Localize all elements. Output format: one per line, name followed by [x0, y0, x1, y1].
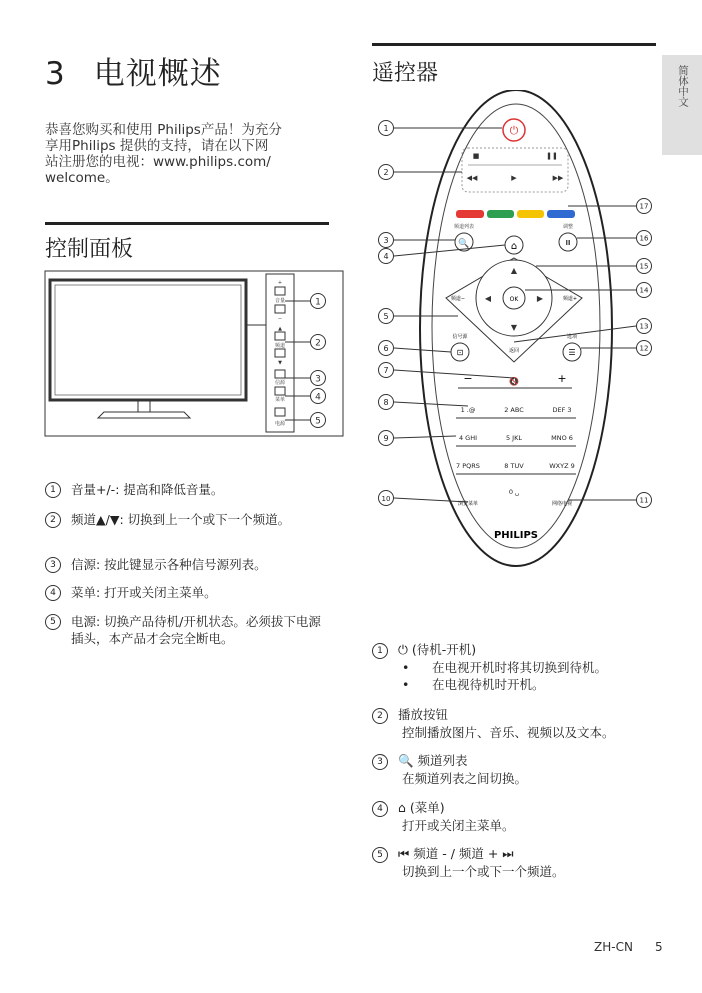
callout-number: 3: [383, 236, 389, 245]
page-footer: [594, 940, 663, 954]
remote-control-diagram: [372, 90, 662, 590]
chapter-title: [45, 48, 222, 93]
callout-number: 13: [639, 322, 649, 331]
channel-list-label: 频道列表: [453, 224, 475, 230]
callout-number: 10: [381, 495, 391, 503]
callout-number: 6: [383, 344, 389, 353]
key-5[interactable]: 5 JKL: [505, 434, 523, 442]
nav-right-icon: ▶: [536, 294, 544, 303]
item-desc: 切换到上一个或下一个频道。: [402, 863, 565, 879]
panel-label-source: 信源: [274, 380, 286, 386]
next-icon: ⏭: [498, 846, 514, 861]
item-number: 1: [372, 643, 388, 659]
callout-number: 16: [639, 234, 649, 243]
adjust-label: 调整: [562, 224, 574, 230]
intro-line: 享用Philips 提供的支持，请在以下网: [45, 138, 269, 154]
key-4[interactable]: 4 GHI: [458, 434, 478, 442]
item-title: ⏻ (待机-开机): [398, 642, 477, 657]
remote-item: [372, 706, 672, 741]
yellow-key[interactable]: [517, 210, 544, 218]
key-7[interactable]: 7 PQRS: [456, 462, 480, 470]
control-panel-heading: 控制面板: [45, 237, 134, 262]
home-icon: ⌂: [510, 241, 518, 252]
rewind-key[interactable]: ◀◀: [466, 174, 478, 182]
remote-item: [372, 845, 672, 880]
volume-down-key[interactable]: −: [463, 372, 473, 385]
callout-number: 14: [639, 286, 649, 295]
left-bottom-label: 浏览菜单: [457, 501, 479, 507]
tv-stand: [98, 412, 190, 418]
callout-number: 12: [639, 344, 649, 353]
callout-number: 4: [315, 392, 321, 403]
tv-screen: [50, 280, 246, 400]
panel-label-volume: 音量: [274, 298, 286, 304]
nav-up-icon: ▲: [510, 266, 518, 275]
key-1[interactable]: 1 .@: [460, 406, 476, 414]
blue-key[interactable]: [547, 210, 575, 218]
control-panel-item: [45, 584, 335, 601]
chapter-title-text: 电视概述: [93, 56, 222, 92]
item-title: 频道 - / 频道 +: [413, 846, 499, 861]
control-panel-item: [45, 481, 335, 498]
intro-line: 恭喜您购买和使用 Philips产品！为充分: [45, 122, 282, 138]
item-text: 信源: 按此键显示各种信号源列表。: [71, 557, 267, 572]
bullet-text: 在电视待机时开机。: [432, 676, 545, 692]
item-number: 5: [45, 614, 61, 630]
item-number: 4: [45, 585, 61, 601]
callout-number: 1: [315, 297, 321, 308]
volume-up-key[interactable]: +: [557, 372, 567, 385]
tv-control-panel-diagram: [44, 270, 344, 440]
right-bottom-label: 网络电视: [551, 501, 573, 507]
intro-line: 站注册您的电视：www.philips.com/: [45, 154, 271, 170]
power-icon: ⏻: [509, 124, 519, 137]
footer-language: ZH-CN: [594, 940, 633, 954]
item-text: 音量+/-: 提高和降低音量。: [71, 482, 224, 497]
item-text: 菜单: 打开或关闭主菜单。: [71, 585, 217, 600]
remote-item: [372, 641, 672, 693]
adjust-icon: Ⅲ: [565, 239, 571, 247]
callout-number: 15: [639, 262, 649, 271]
item-text: 电源: 切换产品待机/开机状态。必须拔下电源插头，本产品才会完全断电。: [71, 614, 321, 646]
panel-label-power: 电源: [274, 421, 286, 427]
control-panel-item: [45, 511, 335, 528]
search-icon: 🔍: [398, 753, 418, 768]
play-key[interactable]: ▶: [511, 174, 517, 182]
home-icon: ⌂: [398, 800, 410, 815]
callout-number: 4: [383, 252, 389, 261]
callout-number: 17: [639, 202, 649, 211]
search-icon: 🔍: [458, 239, 470, 249]
key-3[interactable]: DEF 3: [552, 406, 572, 414]
callout-number: 7: [383, 366, 389, 375]
red-key[interactable]: [456, 210, 484, 218]
stop-key[interactable]: ■: [472, 152, 480, 160]
key-0[interactable]: 0 ␣: [508, 488, 520, 496]
callout-number: 2: [315, 338, 321, 349]
key-9[interactable]: WXYZ 9: [549, 462, 575, 470]
section-rule: [372, 43, 656, 46]
item-number: 3: [372, 754, 388, 770]
remote-heading: 遥控器: [372, 61, 439, 86]
item-title: 播放按钮: [398, 707, 449, 722]
item-number: 3: [45, 557, 61, 573]
bullet-icon: •: [402, 676, 410, 692]
item-number: 2: [372, 708, 388, 724]
intro-paragraph: [45, 122, 315, 186]
key-2[interactable]: 2 ABC: [504, 406, 524, 414]
item-desc: 在频道列表之间切换。: [402, 770, 528, 786]
item-text: 频道▲/▼: 切换到上一个或下一个频道。: [71, 512, 291, 527]
remote-item: [372, 752, 672, 787]
key-6[interactable]: MNO 6: [551, 434, 573, 442]
panel-label-minus: −: [277, 316, 283, 322]
panel-label-up: ▲: [278, 326, 282, 332]
callout-number: 5: [383, 312, 389, 321]
channel-down-label: 频道−: [450, 296, 466, 302]
item-number: 5: [372, 847, 388, 863]
ok-label: OK: [509, 296, 519, 303]
control-panel-item: [45, 556, 335, 573]
language-side-tab: [662, 55, 702, 155]
item-number: 1: [45, 482, 61, 498]
options-label: 选项: [566, 334, 578, 340]
control-panel-item: [45, 613, 335, 647]
item-number: 4: [372, 801, 388, 817]
section-rule: [45, 222, 329, 225]
panel-label-channel: 频道: [274, 343, 286, 349]
callout-number: 3: [315, 374, 321, 385]
green-key[interactable]: [487, 210, 514, 218]
side-tab-label: 简体中文: [677, 65, 689, 107]
intro-line: welcome。: [45, 170, 119, 186]
nav-left-icon: ◀: [484, 294, 492, 303]
item-desc: 控制播放图片、音乐、视频以及文本。: [402, 724, 615, 740]
callout-number: 9: [383, 434, 389, 443]
source-icon: ⊡: [456, 348, 464, 357]
key-8[interactable]: 8 TUV: [504, 462, 524, 470]
panel-label-menu: 菜单: [274, 397, 286, 403]
options-icon: ☰: [568, 348, 576, 357]
forward-key[interactable]: ▶▶: [552, 174, 564, 182]
nav-down-icon: ▼: [510, 323, 518, 332]
panel-label-plus: +: [277, 280, 283, 286]
previous-icon: ⏮: [398, 846, 414, 861]
callout-number: 2: [383, 168, 389, 177]
item-title: 频道列表: [417, 753, 468, 768]
remote-item: [372, 799, 672, 834]
pause-key[interactable]: ❚❚: [546, 152, 558, 160]
mute-key[interactable]: 🔇: [509, 377, 519, 386]
brand-logo: PHILIPS: [493, 530, 539, 541]
callout-number: 5: [315, 416, 321, 427]
callout-number: 8: [383, 398, 389, 407]
bullet-text: 在电视开机时将其切换到待机。: [432, 659, 608, 675]
callout-number: 1: [383, 124, 389, 133]
chapter-number: 3: [45, 56, 66, 92]
panel-label-down: ▼: [278, 360, 282, 366]
callout-number: 11: [639, 496, 649, 505]
back-label: 返回: [508, 348, 520, 354]
page-number: 5: [654, 940, 663, 954]
source-label: 信号源: [452, 334, 468, 340]
item-desc: 打开或关闭主菜单。: [402, 817, 515, 833]
tv-neck: [138, 400, 150, 412]
item-title: (菜单): [409, 800, 445, 815]
item-number: 2: [45, 512, 61, 528]
channel-up-label: 频道+: [562, 296, 578, 302]
bullet-icon: •: [402, 659, 410, 675]
